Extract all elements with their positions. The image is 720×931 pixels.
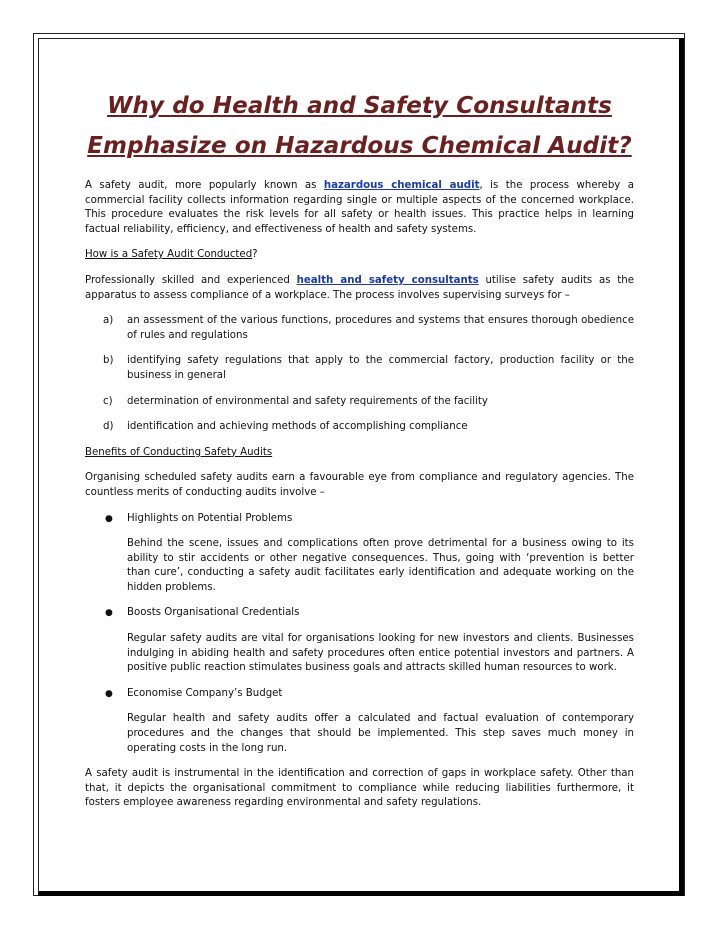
intro-paragraph xyxy=(85,179,634,237)
section1-text-end: utilise safety audits as the apparatus to assess compliance of a workplace. The process involves supervising surveys for – xyxy=(85,274,634,301)
section1-heading-suffix: ? xyxy=(252,249,258,261)
section1-paragraph xyxy=(85,274,634,303)
benefits-list xyxy=(85,512,634,757)
hazardous-chemical-audit-link[interactable]: hazardous chemical audit xyxy=(323,180,480,191)
list-item-text: an assessment of the various functions, procedures and systems that ensures thorough obedience of rules and regulations xyxy=(127,315,634,341)
section1-heading-text: How is a Safety Audit Conducted xyxy=(85,249,253,261)
intro-text-start: A safety audit, more popularly known as xyxy=(85,180,324,191)
intro-text-end: , is the process whereby a commercial facility collects information regarding single or multiple aspects of the concerned workplace. This procedure evaluates the risk levels for all safety or health issues. This practice helps in learning factual reliability, efficiency, and effectiveness of health and safety systems. xyxy=(85,180,635,235)
list-item xyxy=(85,420,634,435)
list-marker: a) xyxy=(103,315,114,327)
list-item xyxy=(85,687,634,756)
benefit-title: Boosts Organisational Credentials xyxy=(127,607,300,619)
section1-heading xyxy=(85,248,634,263)
section2-heading xyxy=(85,446,634,461)
list-marker: d) xyxy=(103,421,114,433)
benefit-description: Behind the scene, issues and complications often prove detrimental for a business owing to its ability to stir accidents or other negative consequences. Thus, going with ‘prevention is better than cure’, conducting a safety audit facilitates early identification and adequate working on the hidden problems. xyxy=(127,538,634,593)
list-item xyxy=(85,606,634,675)
health-safety-consultants-link[interactable]: health and safety consultants xyxy=(296,274,479,286)
section1-text-start: Professionally skilled and experienced xyxy=(85,274,297,286)
list-item-text: identification and achieving methods of accomplishing compliance xyxy=(127,421,468,433)
bullet-icon: ● xyxy=(105,688,113,699)
benefit-title: Economise Company’s Budget xyxy=(127,687,283,699)
list-item-text: identifying safety regulations that apply to the commercial factory, production facility or the business in general xyxy=(127,355,634,381)
section2-paragraph: Organising scheduled safety audits earn a favourable eye from compliance and regulatory agencies. The countless merits of conducting audits involve – xyxy=(85,472,634,498)
bullet-icon: ● xyxy=(105,608,113,619)
list-item xyxy=(85,395,634,410)
benefit-description: Regular safety audits are vital for organisations looking for new investors and clients. Businesses indulging in abiding health and safety procedures often entice potential investors and partners. A positive public reaction stimulates business goals and attracts skilled human resources to work. xyxy=(127,633,634,674)
benefit-title: Highlights on Potential Problems xyxy=(127,512,293,524)
survey-list xyxy=(85,314,634,435)
benefit-description: Regular health and safety audits offer a calculated and factual evaluation of contemporary procedures and the changes that should be implemented. This step saves much money in operating costs in the long run. xyxy=(127,713,634,754)
document-title: Why do Health and Safety Consultants Emphasize on Hazardous Chemical Audit? xyxy=(87,93,632,159)
list-marker: c) xyxy=(103,395,113,407)
list-item xyxy=(85,314,634,343)
section2-heading-text: Benefits of Conducting Safety Audits xyxy=(85,446,273,458)
list-item-text: determination of environmental and safety requirements of the facility xyxy=(127,395,488,407)
bullet-icon: ● xyxy=(105,513,113,524)
conclusion-paragraph: A safety audit is instrumental in the identification and correction of gaps in workplace safety. Other than that, it depicts the organisational commitment to compliance while reducing liabilities furthermore, it fosters employee awareness regarding environmental and safety regulations. xyxy=(85,768,634,809)
document-body xyxy=(85,86,634,822)
list-marker: b) xyxy=(103,355,114,367)
list-item xyxy=(85,512,634,596)
list-item xyxy=(85,354,634,383)
